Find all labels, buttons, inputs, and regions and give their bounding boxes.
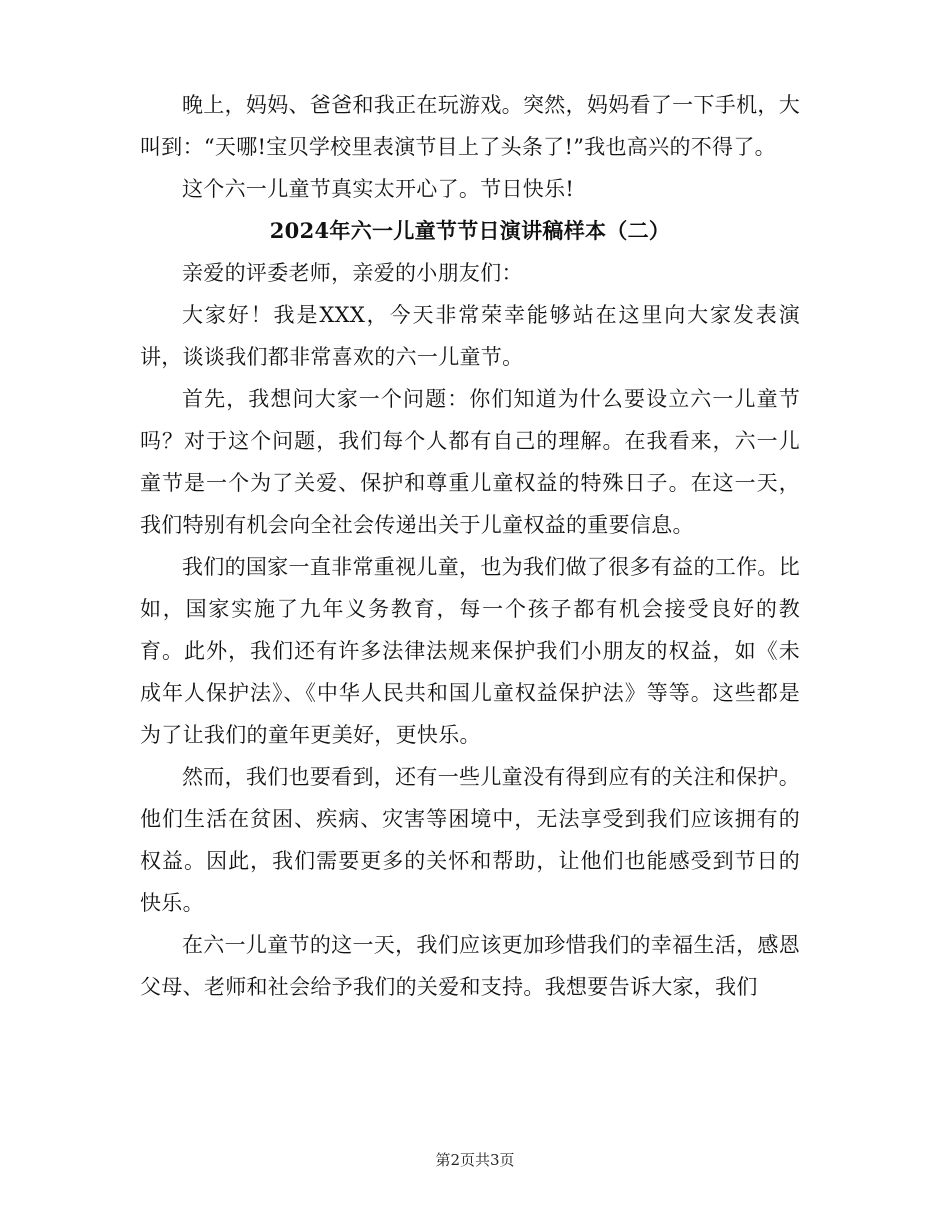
paragraph: 这个六一儿童节真实太开心了。节日快乐! bbox=[182, 177, 575, 201]
section-title: 2024年六一儿童节节日演讲稿样本（二） bbox=[269, 218, 671, 243]
paragraph: 首先，我想问大家一个问题：你们知道为什么要设立六一儿童节吗？对于这个问题，我们每个人都有自己的理解。在我看来，六一儿童节是一个为了关爱、保护和尊重儿童权益的特殊日子。在这一天，我们特别有机会向全社会传递出关于儿童权益的重要信息。 bbox=[140, 387, 800, 537]
page-number-footer: 第2页共3页 bbox=[435, 1151, 515, 1169]
paragraph: 然而，我们也要看到，还有一些儿童没有得到应有的关注和保护。他们生活在贫困、疾病、灾害等困境中，无法享受到我们应该拥有的权益。因此，我们需要更多的关怀和帮助，让他们也能感受到节日的快乐。 bbox=[140, 765, 800, 915]
document-body bbox=[140, 84, 800, 1008]
paragraph: 我们的国家一直非常重视儿童，也为我们做了很多有益的工作。比如，国家实施了九年义务教育，每一个孩子都有机会接受良好的教育。此外，我们还有许多法律法规来保护我们小朋友的权益，如《未成年人保护法》、《中华人民共和国儿童权益保护法》等等。这些都是为了让我们的童年更美好，更快乐。 bbox=[140, 555, 800, 747]
paragraph: 大家好！我是XXX，今天非常荣幸能够站在这里向大家发表演讲，谈谈我们都非常喜欢的六一儿童节。 bbox=[140, 303, 800, 369]
paragraph: 晚上，妈妈、爸爸和我正在玩游戏。突然，妈妈看了一下手机，大叫到：“天哪!宝贝学校里表演节目上了头条了!”我也高兴的不得了。 bbox=[140, 93, 800, 159]
paragraph: 亲爱的评委老师，亲爱的小朋友们： bbox=[182, 261, 523, 285]
paragraph: 在六一儿童节的这一天，我们应该更加珍惜我们的幸福生活，感恩父母、老师和社会给予我们的关爱和支持。我想要告诉大家，我们 bbox=[140, 933, 800, 999]
